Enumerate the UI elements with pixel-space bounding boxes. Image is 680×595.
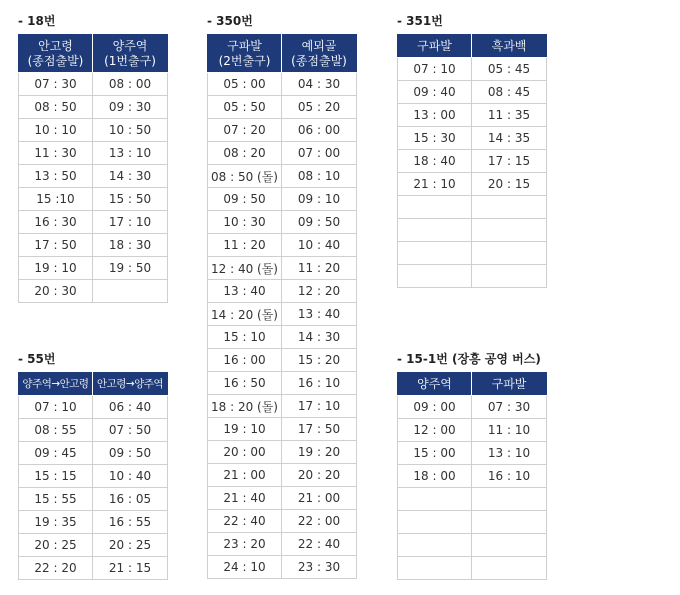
time-cell: 05 : 20 — [282, 96, 357, 119]
time-cell — [398, 219, 472, 242]
table-row — [19, 442, 168, 465]
time-cell: 08 : 00 — [93, 73, 168, 96]
header-row — [398, 35, 547, 58]
table-row — [208, 142, 357, 165]
time-cell: 09 : 00 — [398, 396, 472, 419]
time-cell: 15 : 30 — [398, 127, 472, 150]
table-row — [19, 188, 168, 211]
time-cell: 13 : 50 — [19, 165, 93, 188]
time-cell — [398, 265, 472, 288]
route-351-timetable — [397, 34, 547, 288]
column-header: 구파발 (2번출구) — [208, 35, 282, 73]
time-cell: 22 : 20 — [19, 557, 93, 580]
table-row — [398, 104, 547, 127]
time-cell — [472, 219, 547, 242]
table-row — [398, 419, 547, 442]
column-header: 양주역 (1번출구) — [93, 35, 168, 73]
table-row — [208, 464, 357, 487]
table-row — [19, 96, 168, 119]
table-row — [208, 165, 357, 188]
time-cell: 13 : 10 — [472, 442, 547, 465]
time-cell: 20 : 00 — [208, 441, 282, 464]
time-cell: 19 : 20 — [282, 441, 357, 464]
table-row — [398, 534, 547, 557]
time-cell: 18 : 20 (돌) — [208, 395, 282, 418]
time-cell — [93, 280, 168, 303]
time-cell: 20 : 25 — [93, 534, 168, 557]
time-cell: 15 : 50 — [93, 188, 168, 211]
time-cell: 20 : 25 — [19, 534, 93, 557]
time-cell: 05 : 50 — [208, 96, 282, 119]
time-cell: 07 : 50 — [93, 419, 168, 442]
time-cell: 12 : 20 — [282, 280, 357, 303]
table-row — [208, 303, 357, 326]
route-55-timetable — [18, 372, 168, 580]
table-row — [208, 280, 357, 303]
time-cell: 07 : 30 — [472, 396, 547, 419]
time-cell: 16 : 50 — [208, 372, 282, 395]
column-header: 양주역 — [398, 373, 472, 396]
time-cell: 12 : 40 (돌) — [208, 257, 282, 280]
time-cell: 09 : 40 — [398, 81, 472, 104]
table-row — [208, 556, 357, 579]
time-cell — [398, 534, 472, 557]
time-cell: 12 : 00 — [398, 419, 472, 442]
time-cell: 20 : 30 — [19, 280, 93, 303]
table-row — [398, 219, 547, 242]
time-cell — [398, 242, 472, 265]
time-cell — [398, 511, 472, 534]
time-cell: 10 : 40 — [282, 234, 357, 257]
table-row — [19, 119, 168, 142]
table-row — [208, 73, 357, 96]
table-row — [208, 349, 357, 372]
table-row — [208, 418, 357, 441]
route-15-1-title: - 15-1번 (장흥 공영 버스) — [397, 352, 541, 366]
time-cell — [398, 488, 472, 511]
table-row — [208, 234, 357, 257]
time-cell: 15 :10 — [19, 188, 93, 211]
time-cell — [472, 511, 547, 534]
route-18-timetable — [18, 34, 168, 303]
table-row — [19, 488, 168, 511]
time-cell: 20 : 15 — [472, 173, 547, 196]
time-cell: 11 : 30 — [19, 142, 93, 165]
time-cell: 08 : 45 — [472, 81, 547, 104]
table-row — [208, 533, 357, 556]
time-cell: 22 : 00 — [282, 510, 357, 533]
table-row — [19, 419, 168, 442]
time-cell: 07 : 30 — [19, 73, 93, 96]
time-cell: 08 : 20 — [208, 142, 282, 165]
time-cell: 24 : 10 — [208, 556, 282, 579]
table-row — [398, 196, 547, 219]
table-row — [208, 372, 357, 395]
time-cell: 18 : 00 — [398, 465, 472, 488]
table-row — [398, 442, 547, 465]
time-cell: 04 : 30 — [282, 73, 357, 96]
table-row — [398, 150, 547, 173]
table-row — [208, 211, 357, 234]
header-row — [398, 373, 547, 396]
time-cell: 08 : 55 — [19, 419, 93, 442]
table-row — [19, 73, 168, 96]
column-header: 안고령 (종점출발) — [19, 35, 93, 73]
time-cell: 08 : 50 (돌) — [208, 165, 282, 188]
time-cell: 09 : 50 — [93, 442, 168, 465]
time-cell: 18 : 40 — [398, 150, 472, 173]
time-cell: 23 : 20 — [208, 533, 282, 556]
time-cell: 16 : 10 — [282, 372, 357, 395]
time-cell: 13 : 40 — [282, 303, 357, 326]
time-cell: 16 : 30 — [19, 211, 93, 234]
time-cell: 07 : 20 — [208, 119, 282, 142]
table-row — [398, 396, 547, 419]
time-cell — [472, 557, 547, 580]
time-cell: 21 : 40 — [208, 487, 282, 510]
time-cell: 11 : 35 — [472, 104, 547, 127]
header-row — [208, 35, 357, 73]
time-cell: 09 : 50 — [282, 211, 357, 234]
column-header: 흑과백 — [472, 35, 547, 58]
table-row — [19, 142, 168, 165]
time-cell: 07 : 10 — [19, 396, 93, 419]
time-cell: 18 : 30 — [93, 234, 168, 257]
time-cell: 14 : 20 (돌) — [208, 303, 282, 326]
table-row — [19, 511, 168, 534]
time-cell: 11 : 20 — [208, 234, 282, 257]
table-row — [208, 395, 357, 418]
route-351-title: - 351번 — [397, 14, 443, 28]
time-cell: 14 : 35 — [472, 127, 547, 150]
table-row — [208, 441, 357, 464]
time-cell: 15 : 00 — [398, 442, 472, 465]
time-cell: 06 : 00 — [282, 119, 357, 142]
time-cell — [398, 196, 472, 219]
column-header: 구파발 — [472, 373, 547, 396]
table-row — [398, 242, 547, 265]
time-cell: 05 : 00 — [208, 73, 282, 96]
time-cell: 19 : 50 — [93, 257, 168, 280]
time-cell: 19 : 35 — [19, 511, 93, 534]
time-cell — [472, 242, 547, 265]
time-cell: 21 : 00 — [282, 487, 357, 510]
route-350-timetable — [207, 34, 357, 579]
time-cell: 09 : 45 — [19, 442, 93, 465]
time-cell: 10 : 50 — [93, 119, 168, 142]
time-cell: 23 : 30 — [282, 556, 357, 579]
time-cell: 15 : 15 — [19, 465, 93, 488]
time-cell: 14 : 30 — [282, 326, 357, 349]
time-cell: 21 : 10 — [398, 173, 472, 196]
time-cell: 17 : 15 — [472, 150, 547, 173]
time-cell: 06 : 40 — [93, 396, 168, 419]
time-cell: 09 : 30 — [93, 96, 168, 119]
table-row — [19, 280, 168, 303]
time-cell: 21 : 00 — [208, 464, 282, 487]
table-row — [398, 58, 547, 81]
table-row — [208, 96, 357, 119]
table-row — [398, 265, 547, 288]
time-cell: 13 : 40 — [208, 280, 282, 303]
time-cell: 17 : 50 — [282, 418, 357, 441]
time-cell: 07 : 00 — [282, 142, 357, 165]
time-cell: 15 : 10 — [208, 326, 282, 349]
time-cell: 10 : 30 — [208, 211, 282, 234]
table-row — [208, 257, 357, 280]
header-row — [19, 35, 168, 73]
route-350-title: - 350번 — [207, 14, 253, 28]
time-cell: 22 : 40 — [208, 510, 282, 533]
column-header: 양주역→안고령 — [19, 373, 93, 396]
time-cell: 19 : 10 — [208, 418, 282, 441]
table-row — [208, 188, 357, 211]
time-cell: 21 : 15 — [93, 557, 168, 580]
time-cell: 16 : 55 — [93, 511, 168, 534]
time-cell: 15 : 20 — [282, 349, 357, 372]
time-cell: 11 : 10 — [472, 419, 547, 442]
time-cell: 09 : 50 — [208, 188, 282, 211]
table-row — [398, 81, 547, 104]
column-header: 안고령→양주역 — [93, 373, 168, 396]
table-row — [19, 396, 168, 419]
time-cell: 11 : 20 — [282, 257, 357, 280]
route-15-1-timetable — [397, 372, 547, 580]
time-cell: 20 : 20 — [282, 464, 357, 487]
route-18-title: - 18번 — [18, 14, 56, 28]
table-row — [398, 173, 547, 196]
time-cell — [472, 265, 547, 288]
table-row — [398, 511, 547, 534]
time-cell — [472, 488, 547, 511]
time-cell: 17 : 50 — [19, 234, 93, 257]
time-cell: 19 : 10 — [19, 257, 93, 280]
table-row — [208, 119, 357, 142]
column-header: 구파발 — [398, 35, 472, 58]
table-row — [398, 557, 547, 580]
time-cell — [472, 196, 547, 219]
table-row — [398, 488, 547, 511]
time-cell: 17 : 10 — [282, 395, 357, 418]
table-row — [398, 465, 547, 488]
time-cell: 10 : 10 — [19, 119, 93, 142]
table-row — [19, 465, 168, 488]
time-cell: 17 : 10 — [93, 211, 168, 234]
table-row — [19, 557, 168, 580]
time-cell: 05 : 45 — [472, 58, 547, 81]
time-cell: 14 : 30 — [93, 165, 168, 188]
time-cell: 16 : 05 — [93, 488, 168, 511]
table-row — [208, 487, 357, 510]
time-cell — [472, 534, 547, 557]
time-cell: 08 : 50 — [19, 96, 93, 119]
time-cell: 13 : 00 — [398, 104, 472, 127]
column-header: 예뫼골 (종점출발) — [282, 35, 357, 73]
time-cell: 22 : 40 — [282, 533, 357, 556]
table-row — [19, 534, 168, 557]
time-cell: 16 : 00 — [208, 349, 282, 372]
time-cell — [398, 557, 472, 580]
table-row — [19, 257, 168, 280]
table-row — [208, 326, 357, 349]
time-cell: 15 : 55 — [19, 488, 93, 511]
time-cell: 10 : 40 — [93, 465, 168, 488]
time-cell: 07 : 10 — [398, 58, 472, 81]
time-cell: 13 : 10 — [93, 142, 168, 165]
route-55-title: - 55번 — [18, 352, 56, 366]
time-cell: 16 : 10 — [472, 465, 547, 488]
time-cell: 09 : 10 — [282, 188, 357, 211]
header-row — [19, 373, 168, 396]
time-cell: 08 : 10 — [282, 165, 357, 188]
table-row — [19, 211, 168, 234]
table-row — [398, 127, 547, 150]
table-row — [208, 510, 357, 533]
table-row — [19, 165, 168, 188]
table-row — [19, 234, 168, 257]
